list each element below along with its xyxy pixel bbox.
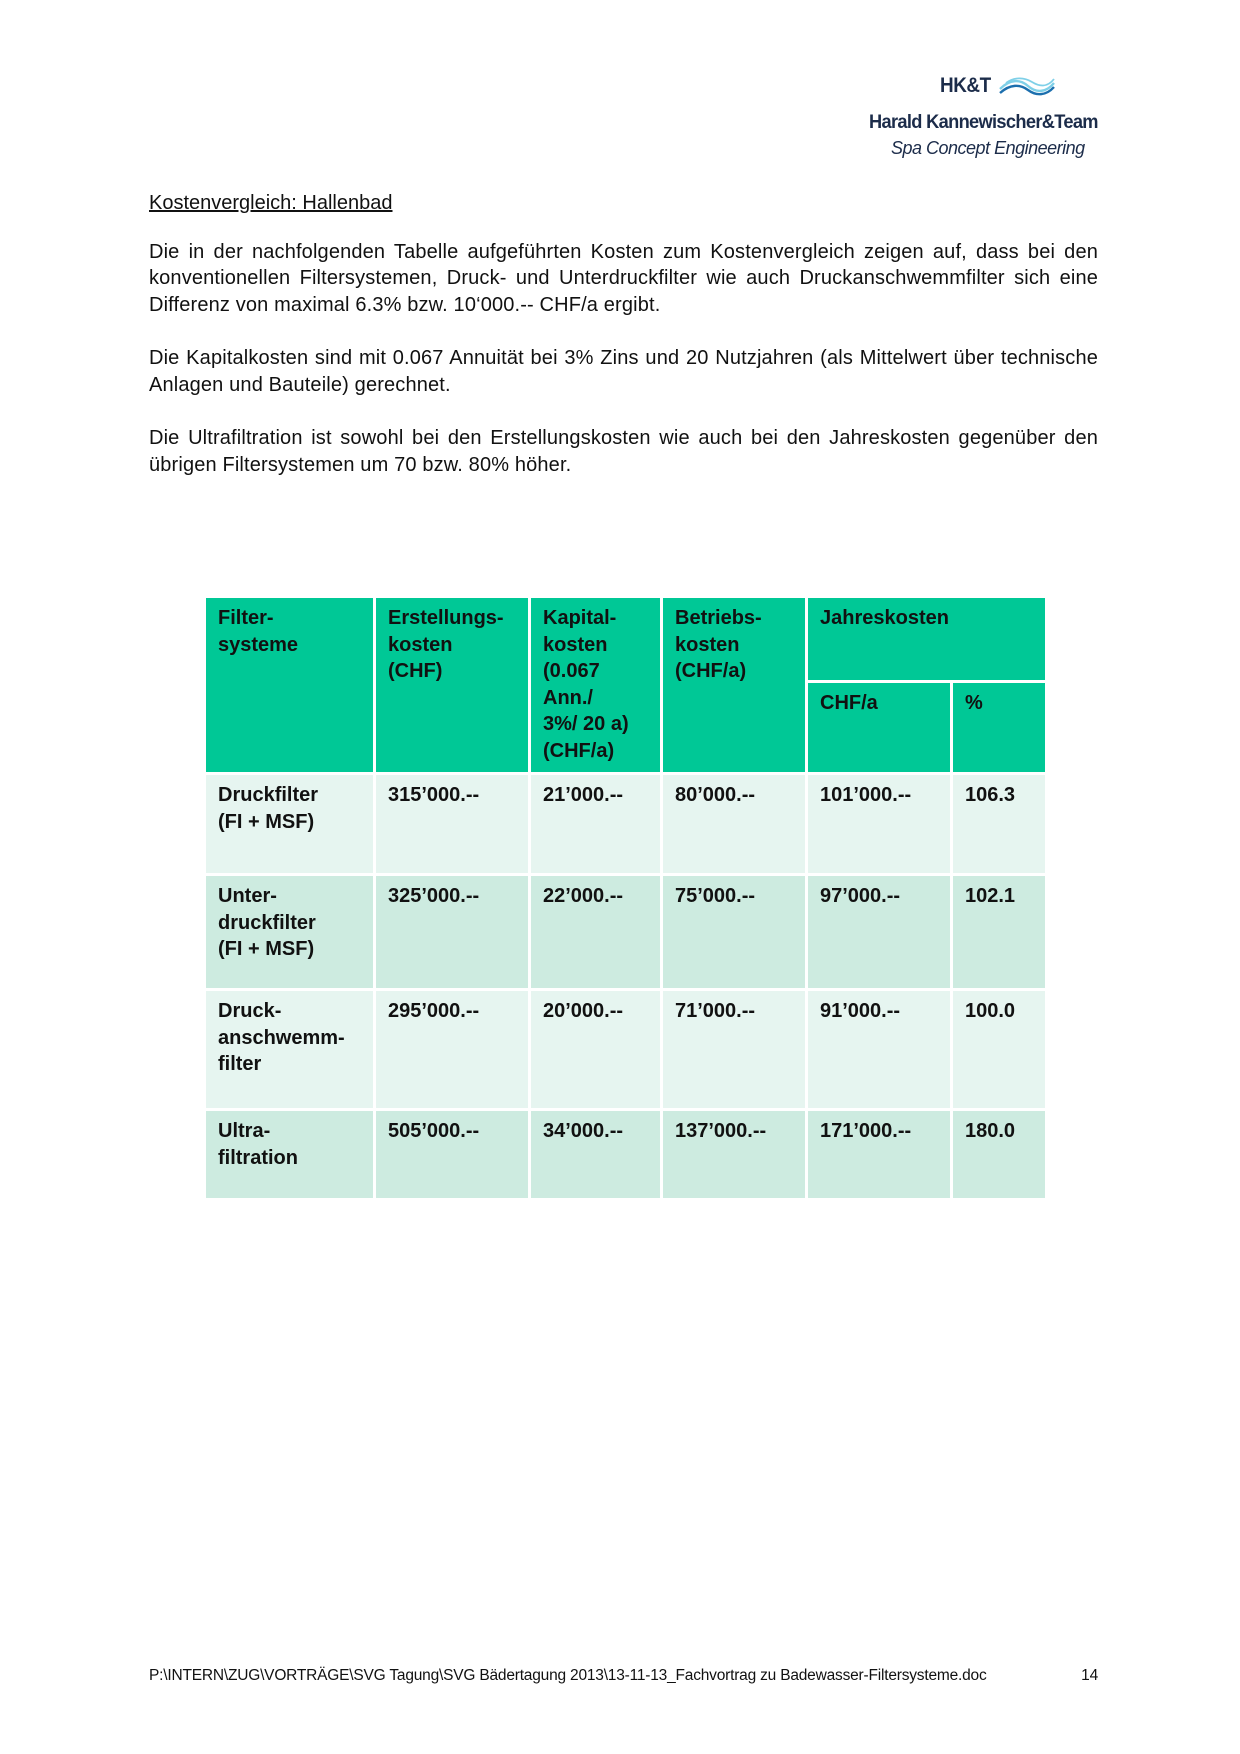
company-logo [860,72,1120,172]
cell-construction-costs: 295’000.-- [375,990,530,1110]
logo-mark [940,74,1056,98]
cell-construction-costs: 315’000.-- [375,774,530,875]
table-row [205,774,1047,875]
cell-annual-percent: 102.1 [952,875,1047,990]
table-row [205,875,1047,990]
cell-annual-chf: 171’000.-- [807,1110,952,1200]
row-filter-name: Druck- anschwemm- filter [205,990,375,1110]
header-construction-costs: Erstellungs- kosten (CHF) [375,597,530,774]
header-annual-percent: % [952,682,1047,774]
paragraph-cost-difference: Die in der nachfolgenden Tabelle aufgeführten Kosten zum Kostenvergleich zeigen auf, dass bei den konventionellen Filtersystemen, Druck- und Unterdruckfilter wie auch Druckanschwemmfilter sich eine Differenz von maximal 6.3% bzw. 10‘000.-- CHF/a ergibt. [149,240,1098,316]
cell-annual-chf: 91’000.-- [807,990,952,1110]
cell-annual-chf: 97’000.-- [807,875,952,990]
cell-annual-chf: 101’000.-- [807,774,952,875]
waves-icon [998,75,1056,97]
header-operating-costs: Betriebs- kosten (CHF/a) [662,597,807,774]
cell-capital-costs: 22’000.-- [530,875,662,990]
header-annual-chf: CHF/a [807,682,952,774]
cell-capital-costs: 21’000.-- [530,774,662,875]
logo-mark-text: HK&T [940,74,991,97]
section-heading: Kostenvergleich: Hallenbad [149,192,393,214]
cell-construction-costs: 505’000.-- [375,1110,530,1200]
paragraph-capital-costs: Die Kapitalkosten sind mit 0.067 Annuität bei 3% Zins und 20 Nutzjahren (als Mittelwert über technische Anlagen und Bauteile) gerechnet. [149,347,1098,396]
cell-capital-costs: 20’000.-- [530,990,662,1110]
row-filter-name: Ultra- filtration [205,1110,375,1200]
table-row [205,1110,1047,1200]
cell-operating-costs: 80’000.-- [662,774,807,875]
cost-comparison-table [203,595,1048,1201]
cell-capital-costs: 34’000.-- [530,1110,662,1200]
cell-operating-costs: 137’000.-- [662,1110,807,1200]
cell-operating-costs: 71’000.-- [662,990,807,1110]
logo-company-name: Harald Kannewischer&Team [869,112,1098,133]
cell-annual-percent: 106.3 [952,774,1047,875]
cell-annual-percent: 180.0 [952,1110,1047,1200]
row-filter-name: Unter- druckfilter (FI + MSF) [205,875,375,990]
logo-tagline: Spa Concept Engineering [891,138,1085,158]
page-footer [149,1667,1098,1685]
footer-file-path: P:\INTERN\ZUG\VORTRÄGE\SVG Tagung\SVG Bädertagung 2013\13-11-13_Fachvortrag zu Badewasser-Filtersysteme.doc [149,1667,987,1684]
header-filter-systems: Filter- systeme [205,597,375,774]
cell-operating-costs: 75’000.-- [662,875,807,990]
table-row [205,990,1047,1110]
cell-construction-costs: 325’000.-- [375,875,530,990]
cell-annual-percent: 100.0 [952,990,1047,1110]
page-number: 14 [1081,1667,1098,1684]
table-header-row [205,597,1047,682]
document-body [149,190,1098,505]
row-filter-name: Druckfilter (FI + MSF) [205,774,375,875]
header-annual-costs: Jahreskosten [807,597,1047,682]
paragraph-ultrafiltration: Die Ultrafiltration ist sowohl bei den Erstellungskosten wie auch bei den Jahreskosten gegenüber den übrigen Filtersystemen um 70 bzw. 80% höher. [149,427,1098,476]
header-capital-costs: Kapital- kosten (0.067 Ann./ 3%/ 20 a) (CHF/a) [530,597,662,774]
